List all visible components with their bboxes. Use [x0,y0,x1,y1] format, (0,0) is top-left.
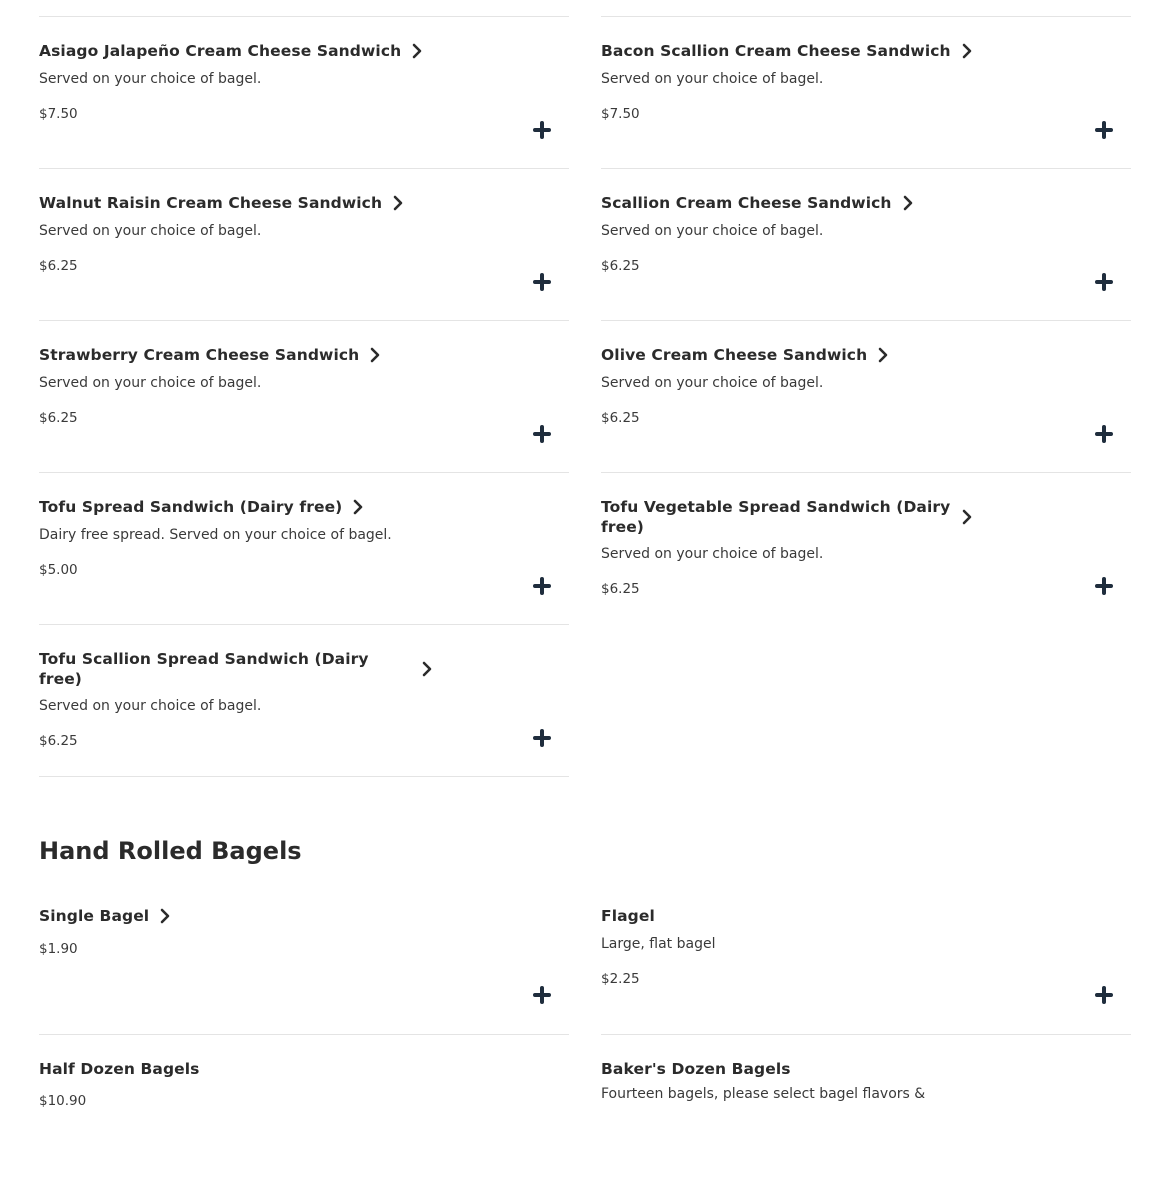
item-name[interactable]: Half Dozen Bagels [39,1060,200,1078]
plus-icon [533,729,551,747]
add-button[interactable] [532,728,552,748]
item-name[interactable]: Tofu Vegetable Spread Sandwich (Dairy free) [601,498,951,536]
item-name[interactable]: Single Bagel [39,907,150,925]
item-price: $6.25 [601,581,640,597]
item-name[interactable]: Asiago Jalapeño Cream Cheese Sandwich [39,42,402,60]
item-description: Dairy free spread. Served on your choice of bagel. [39,527,392,543]
item-title-row[interactable] [39,906,173,926]
item-description: Served on your choice of bagel. [601,71,824,87]
sandwich-grid [39,16,1131,777]
item-title-row[interactable] [601,906,655,926]
menu-item[interactable] [601,472,1131,624]
menu-item[interactable] [39,16,569,168]
item-name[interactable]: Baker's Dozen Bagels [601,1060,791,1078]
add-button[interactable] [1094,985,1114,1005]
section-heading: Hand Rolled Bagels [39,837,302,865]
item-name[interactable]: Tofu Spread Sandwich (Dairy free) [39,498,343,516]
item-price: $2.25 [601,971,640,987]
plus-icon [533,121,551,139]
item-description: Fourteen bagels, please select bagel flavors & [601,1086,926,1102]
chevron-right-icon[interactable] [875,345,891,365]
item-price: $7.50 [601,106,640,122]
add-button[interactable] [1094,424,1114,444]
plus-icon [1095,986,1113,1004]
empty-cell [601,624,1131,776]
item-price: $6.25 [39,733,78,749]
item-price: $7.50 [39,106,78,122]
menu-item[interactable] [601,1034,1131,1186]
menu-item[interactable] [39,624,569,777]
chevron-right-icon[interactable] [900,193,916,213]
item-title-row[interactable] [601,497,975,537]
chevron-right-icon[interactable] [419,659,435,679]
item-title-row[interactable] [39,41,425,61]
item-title-row[interactable] [39,345,383,365]
menu-item[interactable] [39,168,569,320]
item-price: $6.25 [39,258,78,274]
menu-item[interactable] [601,16,1131,168]
plus-icon [533,577,551,595]
item-price: $5.00 [39,562,78,578]
item-name[interactable]: Flagel [601,907,655,925]
item-name[interactable]: Walnut Raisin Cream Cheese Sandwich [39,194,383,212]
add-button[interactable] [532,576,552,596]
item-name[interactable]: Tofu Scallion Spread Sandwich (Dairy free) [39,650,369,688]
chevron-right-icon[interactable] [157,906,173,926]
item-price: $6.25 [601,258,640,274]
chevron-right-icon[interactable] [367,345,383,365]
add-button[interactable] [532,424,552,444]
item-price: $10.90 [39,1093,87,1109]
chevron-right-icon[interactable] [350,497,366,517]
menu-item[interactable] [39,472,569,624]
add-button[interactable] [532,120,552,140]
item-name[interactable]: Scallion Cream Cheese Sandwich [601,194,892,212]
item-price: $6.25 [601,410,640,426]
item-title-row[interactable] [601,41,975,61]
item-description: Served on your choice of bagel. [601,223,824,239]
plus-icon [1095,425,1113,443]
plus-icon [1095,121,1113,139]
chevron-right-icon[interactable] [390,193,406,213]
plus-icon [1095,577,1113,595]
item-description: Served on your choice of bagel. [39,71,262,87]
add-button[interactable] [1094,120,1114,140]
item-name[interactable]: Bacon Scallion Cream Cheese Sandwich [601,42,951,60]
item-title-row[interactable] [601,193,916,213]
chevron-right-icon[interactable] [409,41,425,61]
item-description: Served on your choice of bagel. [39,698,262,714]
menu-item[interactable] [39,1034,569,1186]
item-description: Served on your choice of bagel. [39,223,262,239]
add-button[interactable] [1094,576,1114,596]
plus-icon [533,425,551,443]
menu-item[interactable] [601,320,1131,472]
item-description: Served on your choice of bagel. [601,546,824,562]
plus-icon [533,273,551,291]
item-name[interactable]: Strawberry Cream Cheese Sandwich [39,346,360,364]
menu-item[interactable] [601,882,1131,1034]
item-title-row[interactable] [601,345,891,365]
item-name[interactable]: Olive Cream Cheese Sandwich [601,346,868,364]
item-description: Served on your choice of bagel. [39,375,262,391]
item-title-row[interactable] [39,649,435,689]
item-price: $1.90 [39,941,78,957]
chevron-right-icon[interactable] [959,507,975,527]
item-description: Served on your choice of bagel. [601,375,824,391]
item-title-row[interactable] [39,193,406,213]
menu-item[interactable] [39,320,569,472]
item-price: $6.25 [39,410,78,426]
menu-item[interactable] [39,882,569,1034]
item-description: Large, flat bagel [601,936,716,952]
item-title-row[interactable] [601,1059,791,1079]
menu-item[interactable] [601,168,1131,320]
add-button[interactable] [532,985,552,1005]
plus-icon [1095,273,1113,291]
plus-icon [533,986,551,1004]
item-title-row[interactable] [39,1059,199,1079]
item-title-row[interactable] [39,497,366,517]
add-button[interactable] [532,272,552,292]
bagels-grid [39,882,1131,1186]
add-button[interactable] [1094,272,1114,292]
chevron-right-icon[interactable] [959,41,975,61]
